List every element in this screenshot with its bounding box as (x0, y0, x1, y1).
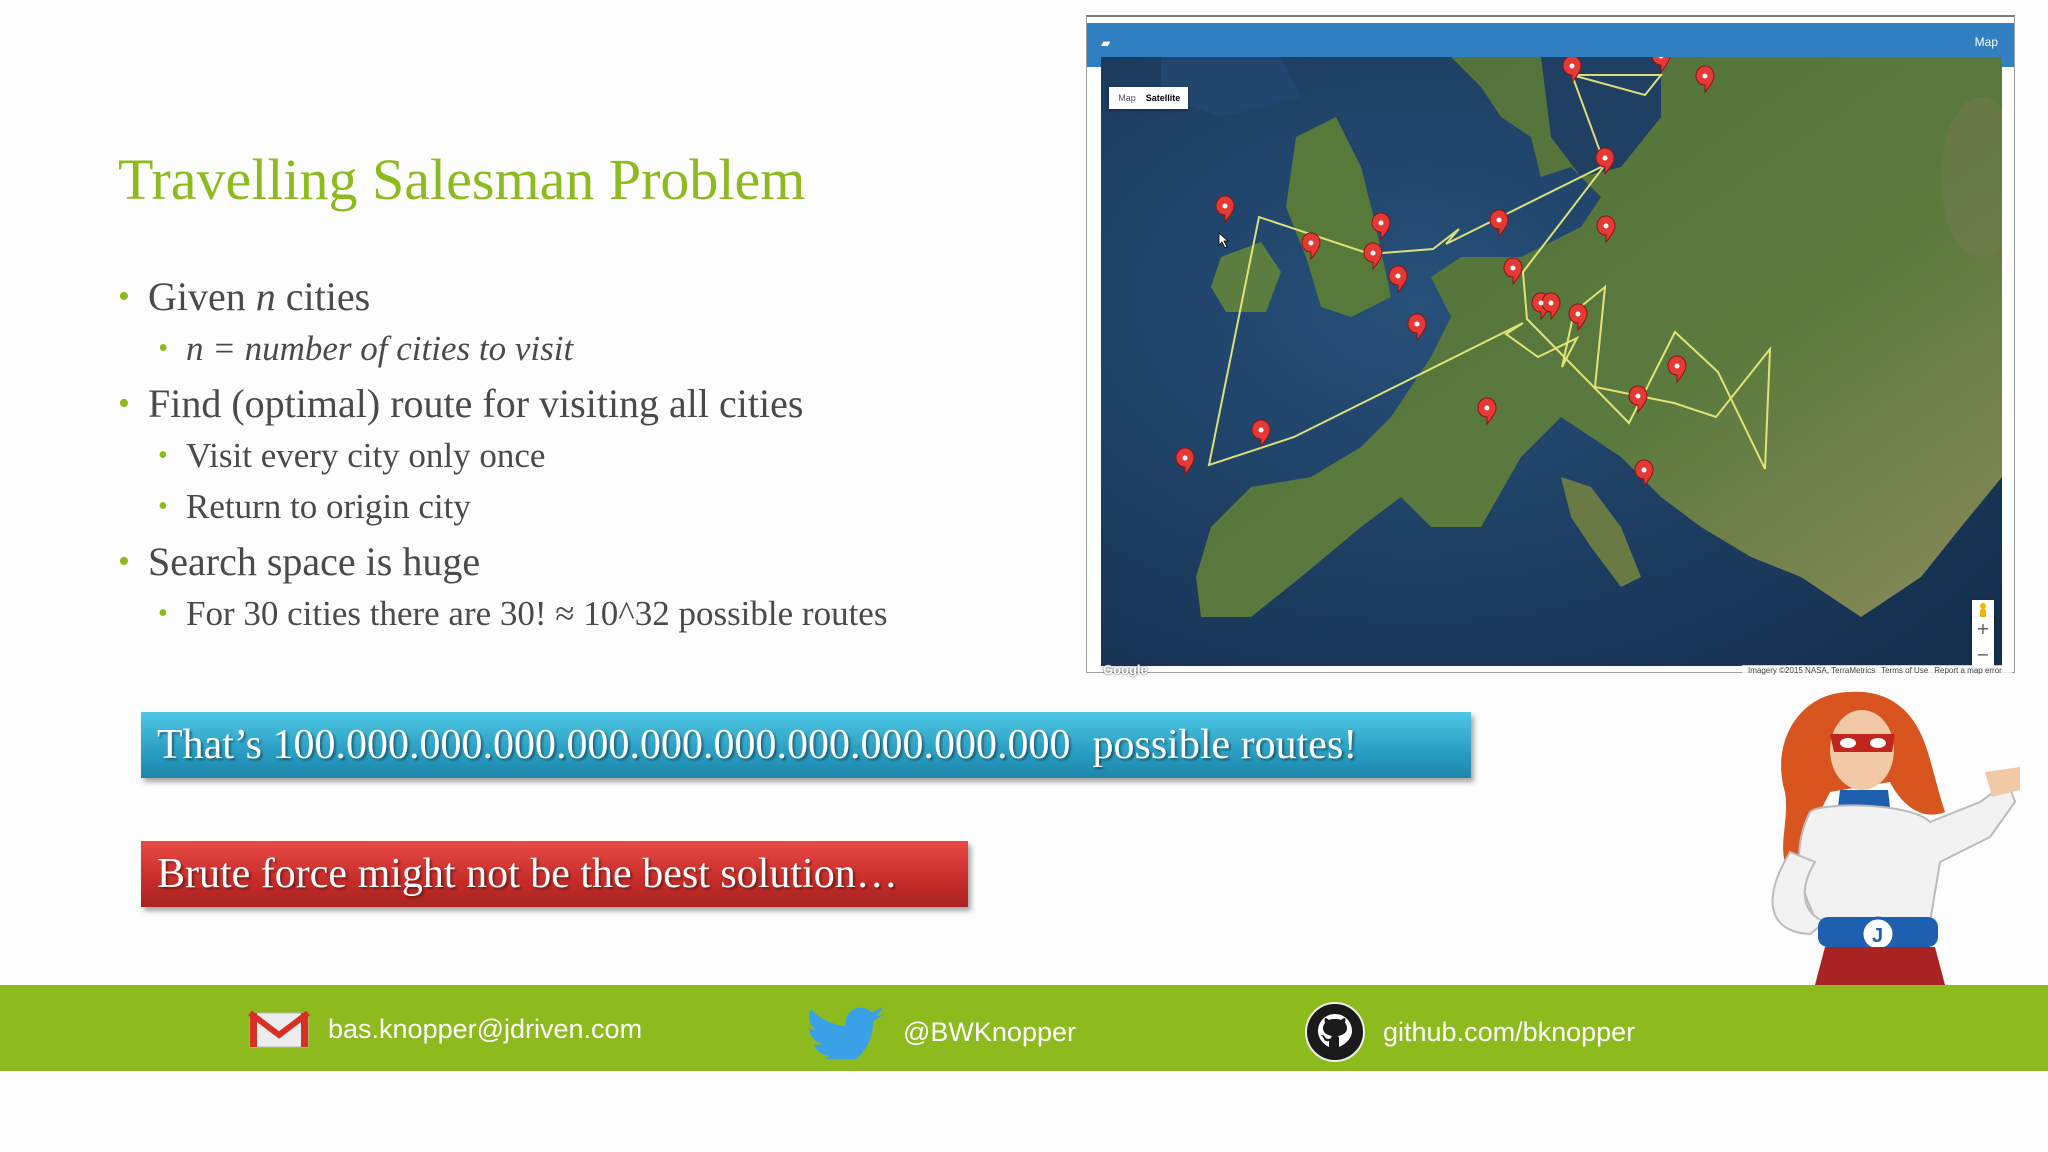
skirt (1815, 947, 1945, 985)
bullet-find-route: • Find (optimal) route for visiting all cities (118, 377, 887, 430)
marker-dot (1497, 218, 1502, 223)
svg-text:J: J (1872, 925, 1884, 947)
zoom-in-button[interactable]: + (1976, 619, 1990, 638)
marker-dot (1223, 204, 1228, 209)
map-header-title: Map (1974, 35, 1998, 49)
marker-dot (1539, 301, 1544, 306)
possible-routes-banner (141, 712, 1471, 778)
footer-bar (0, 985, 2048, 1071)
bullet-text: cities (275, 274, 371, 319)
marker-dot (1549, 301, 1554, 306)
brute-force-banner: Brute force might not be the best solution… (141, 841, 968, 907)
marker-dot (1396, 274, 1401, 279)
bullet-variable: n (255, 274, 276, 319)
marker-dot (1603, 156, 1608, 161)
marker-dot (1604, 224, 1609, 229)
bullet-given-n-cities (118, 270, 887, 323)
sub-bullet-n-definition: • n = number of cities to visit (118, 323, 887, 377)
report-error-link[interactable]: Report a map error (1934, 666, 2002, 675)
marker-dot (1415, 322, 1420, 327)
marker-dot (1675, 364, 1680, 369)
marker-dot (1371, 251, 1376, 256)
marker-dot (1642, 468, 1647, 473)
sub-bullet-return-origin: • Return to origin city (118, 481, 887, 535)
marker-dot (1379, 221, 1384, 226)
eye-right (1870, 738, 1886, 748)
map-type-satellite-button[interactable]: Satellite (1145, 93, 1181, 103)
marker-dot (1570, 64, 1575, 69)
twitter-icon[interactable] (808, 1007, 888, 1059)
eye-left (1840, 738, 1856, 748)
bullet-list (118, 270, 887, 639)
sub-bullet-visit-once: • Visit every city only once (118, 430, 887, 481)
map-icon: ▰ (1101, 36, 1111, 50)
mascot-superheroine (1730, 672, 2020, 985)
email-text[interactable]: bas.knopper@jdriven.com (328, 1014, 643, 1044)
marker-dot (1259, 428, 1264, 433)
marker-dot (1485, 406, 1490, 411)
zoom-out-button[interactable]: − (1976, 645, 1990, 664)
bullet-text: Given (148, 274, 256, 319)
github-icon[interactable] (1304, 1001, 1366, 1063)
map-panel (1086, 15, 2015, 677)
terms-link[interactable]: Terms of Use (1881, 666, 1929, 675)
gmail-icon[interactable] (248, 1011, 310, 1049)
google-logo[interactable]: Google (1103, 662, 1148, 677)
marker-dot (1636, 394, 1641, 399)
marker-dot (1183, 456, 1188, 461)
map-type-control[interactable] (1109, 87, 1188, 109)
collar (1838, 790, 1890, 807)
twitter-handle-text[interactable]: @BWKnopper (903, 1017, 1076, 1047)
pointing-hand (1985, 767, 2020, 797)
marker-dot (1576, 312, 1581, 317)
marker-dot (1309, 241, 1314, 246)
mascot-illustration (1730, 672, 2020, 985)
banner-number: That’s 100.000.000.000.000.000.000.000.000.000.000 (157, 722, 1071, 768)
bullet-search-space: • Search space is huge (118, 535, 887, 588)
marker-dot (1703, 74, 1708, 79)
sub-bullet-30-cities: • For 30 cities there are 30! ≈ 10^32 possible routes (118, 588, 887, 639)
map-svg (1101, 57, 2002, 666)
satellite-map[interactable] (1101, 57, 2002, 666)
banner-tail: possible routes! (1092, 722, 1358, 768)
zoom-control (1972, 617, 1994, 669)
github-text[interactable]: github.com/bknopper (1383, 1017, 1636, 1047)
map-type-map-button[interactable]: Map (1118, 93, 1136, 103)
marker-dot (1511, 266, 1516, 271)
slide-title: Travelling Salesman Problem (118, 147, 806, 212)
attribution-text: Imagery ©2015 NASA, TerraMetrics (1748, 666, 1876, 675)
